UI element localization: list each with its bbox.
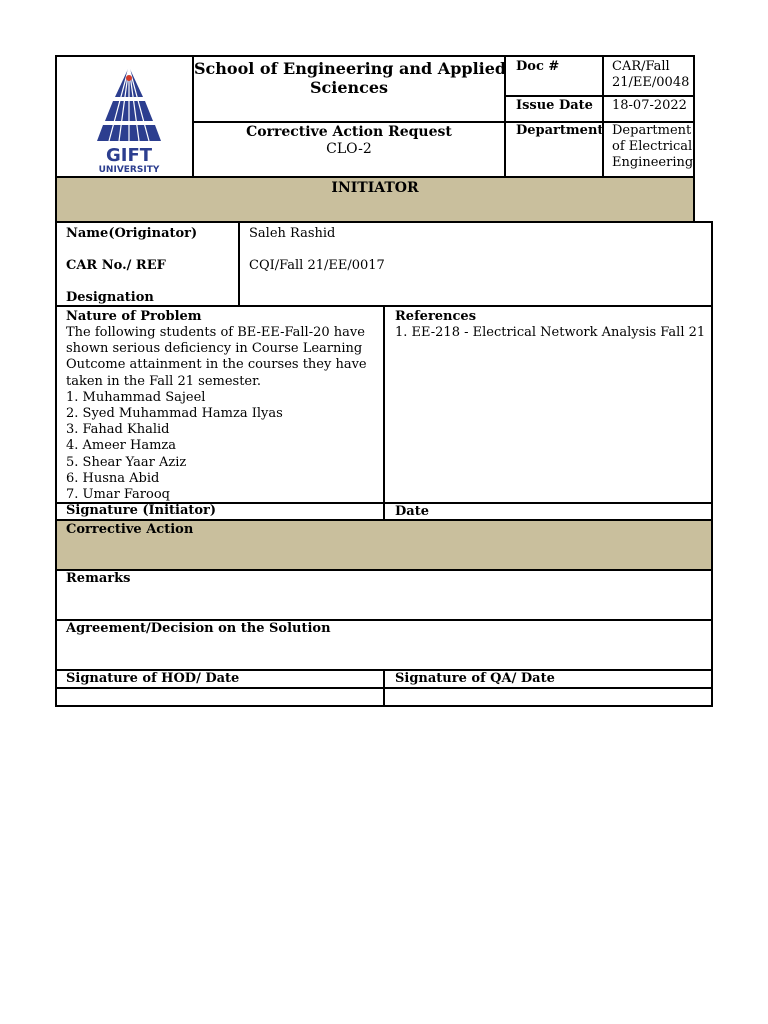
department-value-cell [602,121,695,176]
school-name-line2: Sciences [309,78,389,97]
signature-hod-blank-cell [57,687,385,705]
name-originator-value: Saleh Rashid [249,226,336,241]
problem-cell [57,307,385,502]
department-value-line3: Engineering [612,155,694,170]
issue-date-value: 18-07-2022 [612,98,687,113]
signature-initiator-label: Signature (Initiator) [66,503,217,518]
problem-description [66,325,367,503]
student-list-item: 1. Muhammad Sajeel [66,389,206,405]
department-value-line1: Department [612,123,692,138]
reference-item: 1. EE-218 - Electrical Network Analysis Fall 21 [395,325,706,340]
department-label-cell [504,121,604,176]
car-ref-value: CQI/Fall 21/EE/0017 [249,258,385,273]
corrective-action-label: Corrective Action [66,522,194,537]
problem-line: The following students of BE-EE-Fall-20 have [66,325,365,340]
student-list-item: 4. Ameer Hamza [66,438,176,454]
signature-qa-label: Signature of QA/ Date [395,671,555,686]
originator-block-top-line [693,221,713,223]
signature-hod-cell [57,669,385,689]
remarks-label: Remarks [66,571,131,586]
logo-wordmark: GIFT [105,145,153,166]
logo-subtitle: UNIVERSITY [98,165,160,175]
student-list-item: 7. Umar Farooq [66,486,170,502]
department-value-line2: of Electrical [612,139,693,154]
student-list-item: 3. Fahad Khalid [66,422,170,438]
name-originator-label: Name(Originator) [66,226,198,241]
form-title-cell [192,123,506,176]
doc-number-label: Doc # [516,59,560,74]
references-label: References [395,309,477,324]
student-list-item: 5. Shear Yaar Aziz [66,454,187,470]
school-name-line1: School of Engineering and Applied [194,59,507,78]
corrective-action-section [55,519,713,571]
department-label: Department [516,123,604,138]
remarks-section [55,569,713,621]
initiator-section-header [55,176,695,223]
date-label: Date [395,504,429,519]
agreement-section [55,619,713,671]
issue-date-value-cell [602,95,695,123]
doc-number-value-line1: CAR/Fall [612,59,670,74]
problem-line: shown serious deficiency in Course Learning [66,341,363,357]
originator-label-column [57,223,240,305]
form-subtitle: CLO-2 [326,141,372,157]
doc-number-value-cell [602,57,695,97]
school-name-cell [192,57,506,123]
form-title: Corrective Action Request [246,124,452,140]
initiator-heading: INITIATOR [331,180,419,196]
problem-line: Outcome attainment in the courses they have [66,357,367,373]
issue-date-label: Issue Date [516,98,593,113]
agreement-label: Agreement/Decision on the Solution [66,621,331,636]
issue-date-label-cell [504,95,604,123]
designation-label: Designation [66,290,154,305]
doc-number-label-cell [504,57,604,97]
signature-hod-label: Signature of HOD/ Date [66,671,240,686]
nature-of-problem-label: Nature of Problem [66,309,202,324]
gift-university-logo [57,57,193,176]
logo-cell [57,57,193,176]
student-list-item: 6. Husna Abid [66,470,160,486]
doc-number-value-line2: 21/EE/0048 [612,75,690,90]
student-list-item: 2. Syed Muhammad Hamza Ilyas [66,405,283,421]
problem-line: taken in the Fall 21 semester. [66,373,262,389]
car-ref-label: CAR No./ REF [66,258,166,273]
